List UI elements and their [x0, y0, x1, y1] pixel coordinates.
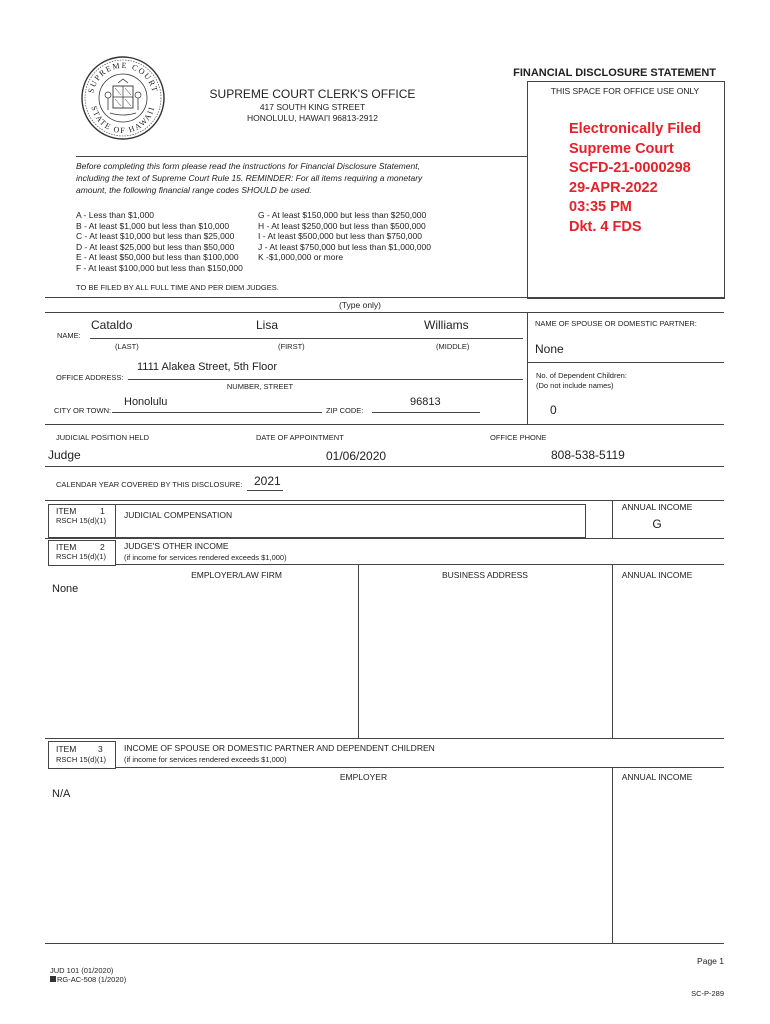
spouse-rule [527, 362, 724, 363]
item2-col-divider-2 [612, 564, 613, 738]
office-name: SUPREME COURT CLERK'S OFFICE [209, 87, 416, 101]
zip-label: ZIP CODE: [326, 406, 364, 415]
document-code: SC-P-289 [691, 989, 724, 998]
seal-graphic [80, 55, 166, 141]
item1-label: ITEM [56, 506, 77, 516]
position-top-rule [45, 424, 724, 425]
instructions-text: Before completing this form please read the instructions for Financial Disclosure Statement, including the text of Supreme Court Rule 15. REMINDER: For all items requiring a monetary amount, the following financial range codes SHOULD be used. [76, 161, 423, 195]
item1-number: 1 [100, 506, 105, 516]
item3-subtitle: (if income for services rendered exceeds $1,000) [124, 755, 287, 764]
dependents-value: 0 [550, 403, 557, 417]
item3-value: N/A [52, 788, 71, 800]
item1-divider [115, 504, 116, 537]
item2-col-divider-1 [358, 564, 359, 738]
first-name-label: (FIRST) [278, 342, 305, 351]
filing-stamp [569, 120, 724, 237]
type-only-rule [45, 297, 724, 298]
item1-income-label: ANNUAL INCOME [621, 502, 693, 512]
range-codes-right: G - At least $150,000 but less than $250,000 H - At least $250,000 but less than $500,000 I - At least $500,000 but less than $750,000 J - At least $750,000 but less than $1,000,000 K -$1,000,000 or more [258, 210, 431, 263]
item2-col-employer: EMPLOYER/LAW FIRM [191, 570, 282, 580]
spouse-value: None [535, 342, 564, 356]
svg-text:SUPREME COURT: SUPREME COURT [86, 60, 160, 95]
right-column-divider [527, 312, 528, 424]
checkbox-icon [50, 976, 56, 982]
item1-top-rule [45, 500, 724, 501]
last-name-label: (LAST) [115, 342, 139, 351]
phone-label: OFFICE PHONE [490, 433, 547, 442]
type-only-label: (Type only) [338, 300, 382, 310]
item2-subtitle: (if income for services rendered exceeds $1,000) [124, 553, 287, 562]
item3-col-employer: EMPLOYER [339, 772, 388, 782]
zip-underline [372, 412, 480, 413]
name-underline [90, 338, 523, 339]
position-label: JUDICIAL POSITION HELD [56, 433, 150, 442]
position-value: Judge [48, 448, 81, 462]
stamp-line-5: 03:35 PM [569, 199, 632, 215]
office-use-label: THIS SPACE FOR OFFICE USE ONLY [550, 86, 700, 96]
office-address-sublabel: NUMBER, STREET [226, 382, 294, 391]
item3-bottom-rule [45, 943, 724, 944]
item2-value: None [52, 583, 79, 595]
form-title: FINANCIAL DISCLOSURE STATEMENT [513, 67, 716, 79]
item2-bottom-rule [45, 738, 724, 739]
stamp-line-6: Dkt. 4 FDS [569, 218, 642, 235]
city-label: CITY OR TOWN: [54, 406, 112, 415]
range-codes-left: A - Less than $1,000 B - At least $1,000 but less than $10,000 C - At least $10,000 but less than $25,000 D - At least $25,000 but less than $50,000 E - At least $50,000 but less than $100,000 F - At least $100,000 but less than $150,000 [76, 210, 243, 273]
item3-rule: RSCH 15(d)(1) [56, 755, 107, 764]
phone-value: 808-538-5119 [551, 448, 625, 462]
item2-col-income: ANNUAL INCOME [621, 570, 693, 580]
item1-bottom-rule [45, 538, 724, 539]
calendar-label: CALENDAR YEAR COVERED BY THIS DISCLOSURE: [56, 480, 243, 489]
item2-col-address: BUSINESS ADDRESS [442, 570, 528, 580]
item1-title: JUDICIAL COMPENSATION [124, 510, 233, 520]
calendar-underline [247, 490, 283, 491]
first-name-value: Lisa [256, 318, 279, 332]
last-name-value: Cataldo [91, 318, 133, 332]
middle-name-value: Williams [424, 318, 469, 332]
item2-rule: RSCH 15(d)(1) [56, 552, 107, 561]
item3-col-income: ANNUAL INCOME [621, 772, 693, 782]
position-bottom-rule [45, 466, 724, 467]
spouse-label: NAME OF SPOUSE OR DOMESTIC PARTNER: [535, 319, 697, 328]
name-section-top-rule [45, 312, 724, 313]
item3-title: INCOME OF SPOUSE OR DOMESTIC PARTNER AND DEPENDENT CHILDREN [124, 743, 435, 753]
calendar-value: 2021 [254, 474, 281, 488]
appointment-value: 01/06/2020 [326, 449, 387, 463]
filed-by-note: TO BE FILED BY ALL FULL TIME AND PER DIEM JUDGES. [76, 283, 279, 292]
dependents-label: No. of Dependent Children: (Do not include names) [536, 371, 627, 390]
item1-income-value: G [652, 517, 662, 531]
office-address-underline [128, 379, 523, 380]
form-id: JUD 101 (01/2020) [50, 966, 114, 975]
item3-header-rule [115, 767, 724, 768]
item2-title: JUDGE'S OTHER INCOME [124, 541, 229, 551]
office-address-line2: HONOLULU, HAWAI'I 96813-2912 [247, 113, 378, 123]
item3-number: 3 [98, 744, 103, 754]
city-value: Honolulu [124, 396, 168, 408]
svg-text:STATE OF HAWAII: STATE OF HAWAII [89, 104, 157, 136]
appointment-label: DATE OF APPOINTMENT [256, 433, 344, 442]
name-label: NAME: [57, 331, 81, 340]
item2-number: 2 [100, 542, 105, 552]
item2-header-rule [115, 564, 724, 565]
stamp-line-2: Supreme Court [569, 140, 674, 157]
item3-col-divider [612, 767, 613, 943]
stamp-line-4: 29-APR-2022 [569, 179, 658, 196]
office-address-label: OFFICE ADDRESS: [56, 373, 124, 382]
office-address-line1: 417 SOUTH KING STREET [259, 102, 366, 112]
court-seal [80, 55, 166, 141]
item2-label: ITEM [56, 542, 77, 552]
stamp-line-1: Electronically Filed [569, 121, 702, 137]
item1-rule: RSCH 15(d)(1) [56, 516, 107, 525]
office-address-value: 1111 Alakea Street, 5th Floor [137, 361, 278, 373]
stamp-line-3: SCFD-21-0000298 [569, 160, 691, 176]
form-id-2: RG-AC-508 (1/2020) [50, 975, 126, 984]
page-number: Page 1 [697, 956, 724, 966]
middle-name-label: (MIDDLE) [436, 342, 470, 351]
item3-label: ITEM [56, 744, 77, 754]
instructions-top-rule [76, 156, 527, 157]
city-underline [112, 412, 322, 413]
zip-value: 96813 [410, 396, 441, 408]
